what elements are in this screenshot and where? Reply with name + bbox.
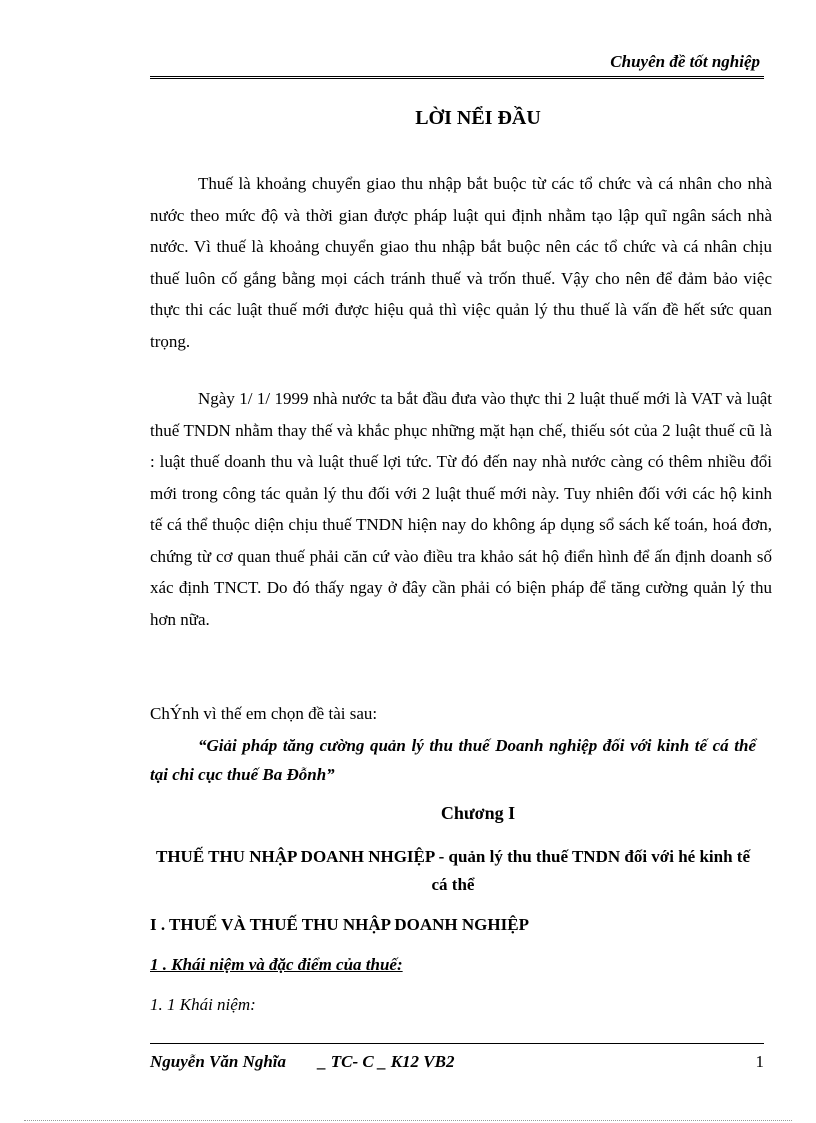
footer-rule bbox=[150, 1043, 764, 1044]
intro-line: ChÝnh vì thế em chọn đề tài sau: bbox=[150, 704, 378, 723]
footer-class-info: _ TC- C _ K12 VB2 bbox=[318, 1052, 455, 1071]
subsection-heading: 1 . Khái niệm và đặc điểm của thuế: bbox=[150, 955, 403, 974]
page-title: LỜI NỂI ĐẦU bbox=[415, 107, 541, 129]
subsubsection-heading: 1. 1 Khái niệm: bbox=[150, 995, 256, 1014]
paragraph-2: Ngày 1/ 1/ 1999 nhà nước ta bắt đầu đưa vào thực thi 2 luật thuế mới là VAT và luật thuế TNDN nhằm thay thế và khắc phục những mặt hạn chế, thiếu sót của 2 luật thuế cũ là : luật thuế doanh thu và luật thuế lợi tức. Từ đó đến nay nhà nước càng có thêm nhiều đổi mới trong công tác quản lý thu đối với 2 luật thuế mới này. Tuy nhiên đối với các hộ kinh tế cá thể thuộc diện chịu thuế TNDN hiện nay do không áp dụng sổ sách kế toán, hoá đơn, chứng từ cơ quan thuế phải căn cứ vào điều tra khảo sát hộ điển hình để ấn định doanh số xác định TNCT. Do đó thấy ngay ở đây cần phải có biện pháp để tăng cường quản lý thu hơn nữa. bbox=[150, 389, 772, 629]
thesis-topic: “Giải pháp tăng cường quản lý thu thuế Doanh nghiệp đối với kinh tế cá thể tại chi cục thuế Ba Đỗnh” bbox=[150, 736, 756, 784]
section-heading: I . THUẾ VÀ THUẾ THU NHẬP DOANH NGHIỆP bbox=[150, 915, 529, 934]
chapter-title: THUẾ THU NHẬP DOANH NHGIỆP - quản lý thu thuế TNDN đối với hé kinh tế cá thể bbox=[156, 847, 750, 894]
page-number: 1 bbox=[755, 1052, 764, 1071]
header-rule-double bbox=[150, 78, 764, 79]
running-header: Chuyên đề tốt nghiệp bbox=[610, 52, 760, 71]
footer-author: Nguyễn Văn Nghĩa bbox=[150, 1052, 287, 1071]
header-rule bbox=[150, 76, 764, 77]
paragraph-1: Thuế là khoảng chuyển giao thu nhập bắt buộc từ các tổ chức và cá nhân cho nhà nước theo mức độ và thời gian được pháp luật qui định nhằm tạo lập quĩ ngân sách nhà nước. Vì thuế là khoảng chuyển giao thu nhập bắt buộc nên các tổ chức và cá nhân chịu thuế luôn cố gắng bằng mọi cách tránh thuế và trốn thuế. Vậy cho nên để đảm bảo việc thực thi các luật thuế mới được hiệu quả thì việc quản lý thu thuế là vấn đề hết sức quan trọng. bbox=[150, 174, 772, 351]
chapter-number: Chương I bbox=[440, 803, 516, 823]
page-boundary bbox=[24, 1120, 792, 1121]
